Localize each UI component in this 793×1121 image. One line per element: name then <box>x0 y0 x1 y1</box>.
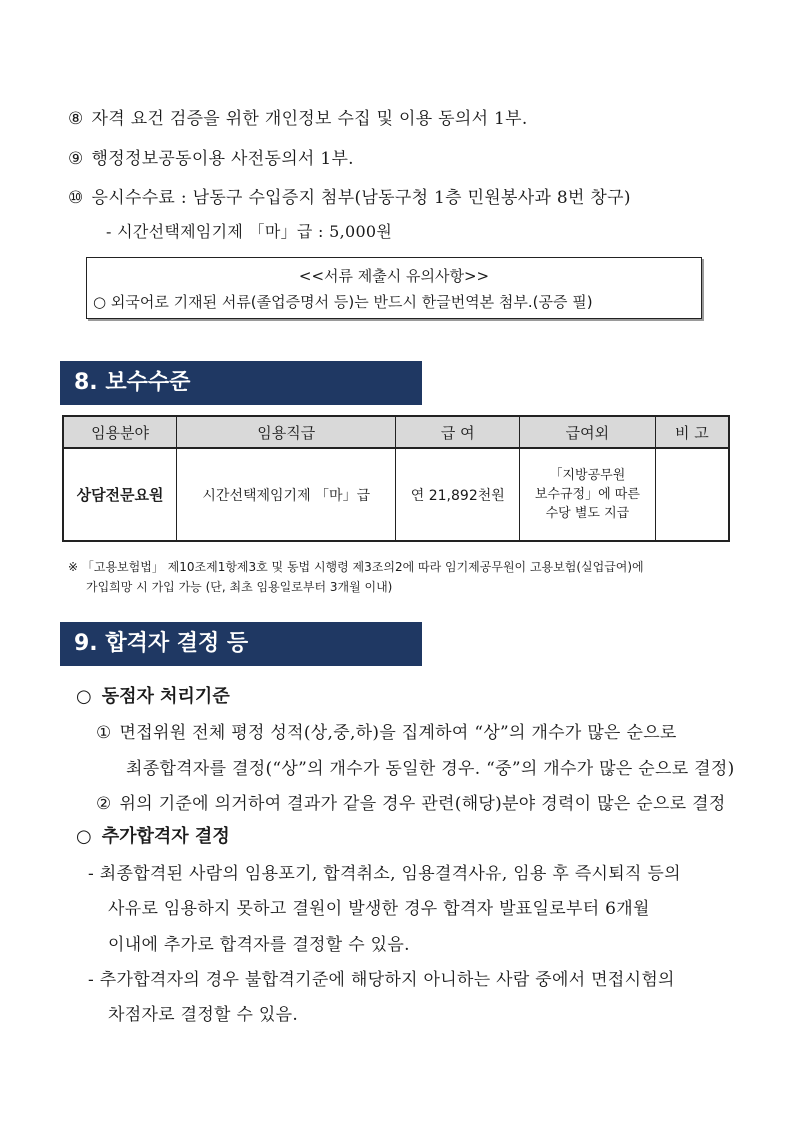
circle-bullet-icon: ○ <box>76 826 92 847</box>
item-number: ⑨ <box>68 149 84 169</box>
circle-bullet-icon: ○ <box>76 686 92 707</box>
item-text: 응시수수료 : 남동구 수입증지 첨부(남동구청 1층 민원봉사과 8번 창구) <box>91 188 631 208</box>
fee-detail: - 시간선택제임기제 「마」급 : 5,000원 <box>106 222 393 241</box>
additional-bullet-1: - 최종합격된 사람의 임용포기, 합격취소, 임용결격사유, 임용 후 즉시퇴직 등의 <box>88 864 681 884</box>
item-text: 행정정보공동이용 사전동의서 1부. <box>91 149 354 169</box>
item-text: 면접위원 전체 평정 성적(상,중,하)을 집계하여 “상”의 개수가 많은 순으로 <box>119 723 677 743</box>
section-header-pass-decision: 9. 합격자 결정 등 <box>60 622 422 666</box>
additional-bullet-2: - 추가합격자의 경우 불합격기준에 해당하지 아니하는 사람 중에서 면접시험의 <box>88 970 675 990</box>
column-header: 급 여 <box>396 416 520 448</box>
item-text: 자격 요건 검증을 위한 개인정보 수집 및 이용 동의서 1부. <box>91 109 528 129</box>
column-header: 임용직급 <box>177 416 396 448</box>
extra-pay-line: 수당 별도 지급 <box>545 506 630 521</box>
tie-rule-item-1 <box>96 718 677 743</box>
tie-rule-item-1-cont: 최종합격자를 결정(“상”의 개수가 동일한 경우. “중”의 개수가 많은 순으로 결정) <box>126 759 735 779</box>
item-number: ⑩ <box>68 188 84 208</box>
submission-notice-box <box>86 257 702 319</box>
heading-text: 추가합격자 결정 <box>101 826 230 847</box>
additional-bullet-1-cont: 사유로 임용하지 못하고 결원이 발생한 경우 합격자 발표일로부터 6개월 <box>108 899 650 919</box>
additional-bullet-2-cont: 차점자로 결정할 수 있음. <box>108 1005 299 1025</box>
extra-pay-line: 「지방공무원 <box>549 468 626 483</box>
item-text: 위의 기준에 의거하여 결과가 같을 경우 관련(해당)분야 경력이 많은 순으로 결정 <box>119 794 726 814</box>
tie-rule-item-2 <box>96 789 726 814</box>
footnote-line: ※ 「고용보험법」 제10조제1항제3호 및 동법 시행령 제3조의2에 따라 임기제공무원이 고용보험(실업급여)에 <box>68 560 644 574</box>
field-cell: 상담전문요원 <box>63 448 177 541</box>
additional-bullet-1-cont: 이내에 추가로 합격자를 결정할 수 있음. <box>108 935 410 955</box>
section-header-salary: 8. 보수수준 <box>60 361 422 405</box>
column-header: 임용분야 <box>63 416 177 448</box>
footnote-line: 가입희망 시 가입 가능 (단, 최초 임용일로부터 3개월 이내) <box>86 580 393 594</box>
item-number: ⑧ <box>68 109 84 129</box>
requirement-item-9 <box>68 144 354 169</box>
additional-pass-heading <box>76 822 230 848</box>
column-header: 급여외 <box>520 416 656 448</box>
table-header-row <box>63 416 729 448</box>
requirement-item-8 <box>68 104 528 129</box>
grade-cell: 시간선택제임기제 「마」급 <box>177 448 396 541</box>
requirement-item-10 <box>68 183 631 208</box>
note-cell <box>655 448 729 541</box>
heading-text: 동점자 처리기준 <box>101 686 230 707</box>
extra-pay-cell <box>520 448 656 541</box>
item-number: ① <box>96 723 112 743</box>
insurance-footnote <box>68 557 748 597</box>
item-number: ② <box>96 794 112 814</box>
tie-rule-heading <box>76 682 230 708</box>
table-row <box>63 448 729 541</box>
extra-pay-line: 보수규정」에 따른 <box>534 487 640 502</box>
notice-text: ○ 외국어로 기재된 서류(졸업증명서 등)는 반드시 한글번역본 첨부.(공증 필) <box>93 293 593 311</box>
column-header: 비 고 <box>655 416 729 448</box>
salary-table <box>62 415 730 542</box>
salary-cell: 연 21,892천원 <box>396 448 520 541</box>
notice-title: <<서류 제출시 유의사항>> <box>298 267 490 285</box>
